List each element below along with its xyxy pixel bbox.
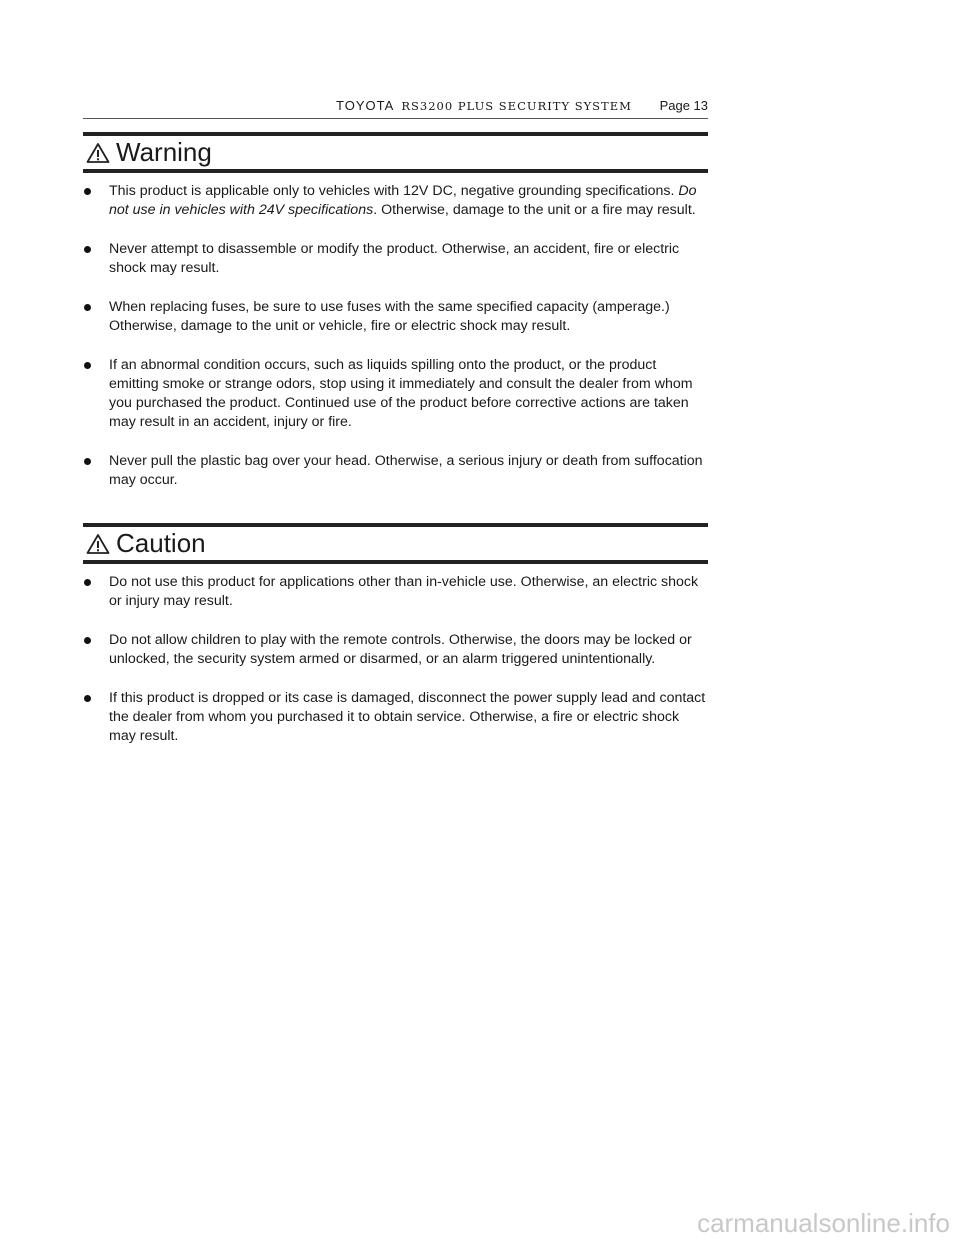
caution-section — [83, 523, 708, 746]
item-text: Do not use this product for applications other than in-vehicle use. Otherwise, an electric shock or injury may result. — [109, 574, 699, 609]
caution-header — [83, 527, 708, 560]
bottom-rule — [83, 560, 708, 564]
caution-title: Caution — [116, 528, 206, 558]
list-item — [83, 689, 708, 746]
item-text: If an abnormal condition occurs, such as liquids spilling onto the product, or the product emitting smoke or strange odors, stop using it immediately and consult the dealer from whom you purchased the product. Continued use of the product before corrective actions are taken may result in an accident, injury or fire. — [109, 357, 693, 430]
item-text: Never pull the plastic bag over your head. Otherwise, a serious injury or death from suffocation may occur. — [109, 453, 703, 488]
brand-name: TOYOTA — [336, 98, 395, 113]
list-item — [83, 298, 708, 336]
item-text: Never attempt to disassemble or modify the product. Otherwise, an accident, fire or electric shock may result. — [109, 241, 680, 276]
warning-header — [83, 136, 708, 169]
bullet-icon — [84, 579, 91, 586]
bullet-icon — [84, 362, 91, 369]
list-item — [83, 240, 708, 278]
warning-list — [83, 182, 708, 490]
item-tail: . Otherwise, damage to the unit or a fire may result. — [373, 202, 696, 218]
item-text: Do not allow children to play with the remote controls. Otherwise, the doors may be locked or unlocked, the security system armed or disarmed, or an alarm triggered unintentionally. — [109, 632, 692, 667]
list-item — [83, 573, 708, 611]
list-item — [83, 631, 708, 669]
bullet-icon — [84, 188, 91, 195]
warning-section — [83, 132, 708, 490]
caution-triangle-icon — [86, 533, 110, 555]
bullet-icon — [84, 246, 91, 253]
list-item — [83, 182, 708, 220]
bullet-icon — [84, 695, 91, 702]
item-text: If this product is dropped or its case is damaged, disconnect the power supply lead and contact the dealer from whom you purchased it to obtain service. Otherwise, a fire or electric shock may result. — [109, 690, 706, 744]
warning-triangle-icon — [86, 142, 110, 164]
watermark-text: carmanualsonline.info — [697, 1208, 950, 1238]
item-emphasis: Do not use in vehicles with 24V specifications — [109, 183, 697, 218]
document-title — [336, 98, 632, 113]
item-text: This product is applicable only to vehicles with 12V DC, negative grounding specifications. — [109, 183, 679, 199]
warning-title: Warning — [116, 137, 212, 167]
list-item — [83, 356, 708, 432]
bottom-rule — [83, 169, 708, 173]
list-item — [83, 452, 708, 490]
page-header — [83, 96, 708, 119]
model-name: RS3200 PLUS SECURITY SYSTEM — [401, 99, 632, 113]
bullet-icon — [84, 304, 91, 311]
bullet-icon — [84, 458, 91, 465]
caution-list — [83, 573, 708, 746]
page-number: Page 13 — [659, 98, 708, 113]
bullet-icon — [84, 637, 91, 644]
item-text: When replacing fuses, be sure to use fuses with the same specified capacity (amperage.) Otherwise, damage to the unit or vehicle, fire or electric shock may result. — [109, 299, 670, 334]
